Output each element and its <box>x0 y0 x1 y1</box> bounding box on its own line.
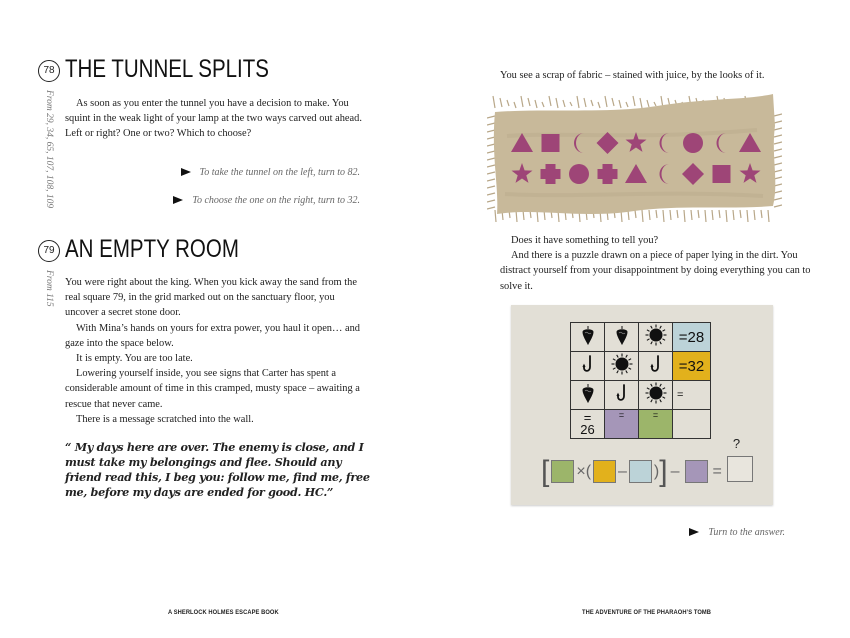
grid-cell-col1-total: = 26 <box>571 410 605 439</box>
grid-row <box>571 410 711 439</box>
arrow-icon <box>173 196 183 204</box>
open-paren: ( <box>585 462 592 480</box>
grid-cell <box>571 352 605 381</box>
paragraph: Does it have something to tell you? <box>511 235 659 246</box>
paragraph: Lowering yourself inside, you see signs that Carter has spent a considerable amount of time in this cramped, musty space – awaiting a rescue that never came. <box>65 368 360 410</box>
fabric-intro <box>500 68 820 83</box>
grid-cell-empty <box>673 410 711 439</box>
puzzle-intro <box>500 233 820 294</box>
grid-cell <box>605 323 639 352</box>
section-79-body <box>65 275 365 427</box>
yellow-box <box>593 460 616 483</box>
grid-cell <box>605 381 639 410</box>
paragraph: As soon as you enter the tunnel you have a decision to make. You squint in the weak light of your lamp at the two ways carved out ahead. Left or right? One or two? Which to choose? <box>65 98 362 140</box>
section-number-79: 79 <box>38 240 60 262</box>
grid-row <box>571 323 711 352</box>
grid-row <box>571 381 711 410</box>
paragraph: You were right about the king. When you kick away the sand from the real square 79, in the grid marked out on the sanctuary floor, you uncover a secret stone door. <box>65 277 357 319</box>
right-footer: THE ADVENTURE OF THE PHARAOH’S TOMB <box>582 609 712 616</box>
grid-cell-col3-total: = <box>639 410 673 439</box>
paragraph: With Mina’s hands on yours for extra power, you haul it open… and gaze into the space below. <box>65 322 360 349</box>
section-78-from-references: From 29, 34, 65, 107, 108, 109 <box>44 90 54 209</box>
choice-left-tunnel[interactable] <box>181 167 360 178</box>
hook-icon <box>649 361 663 378</box>
purple-box <box>685 460 708 483</box>
square-symbol <box>713 165 731 183</box>
minus-sign: – <box>618 462 627 480</box>
open-bracket: [ <box>541 454 550 488</box>
choice-turn-to-answer[interactable] <box>689 527 785 538</box>
grid-cell-col2-total: = <box>605 410 639 439</box>
spinning-top-icon <box>580 390 596 407</box>
blue-box <box>629 460 652 483</box>
grid-row <box>571 352 711 381</box>
puzzle-grid <box>570 322 711 439</box>
sun-icon <box>645 333 667 350</box>
arrow-icon <box>181 168 191 176</box>
grid-cell <box>639 323 673 352</box>
hook-icon <box>615 390 629 407</box>
grid-cell-row1-total: =28 <box>673 323 711 352</box>
grid-cell <box>571 323 605 352</box>
green-box <box>551 460 574 483</box>
grid-cell <box>639 352 673 381</box>
hook-icon <box>581 361 595 378</box>
equals-sign: = <box>712 462 722 480</box>
circle-symbol <box>569 164 589 184</box>
answer-box <box>727 456 753 482</box>
grid-cell <box>605 352 639 381</box>
spinning-top-icon <box>614 332 630 349</box>
arrow-icon <box>689 528 699 536</box>
section-79-from-references: From 115 <box>44 270 54 307</box>
paragraph: There is a message scratched into the wall. <box>76 413 254 425</box>
choice-text: To take the tunnel on the left, turn to 82. <box>199 167 360 178</box>
puzzle-equation <box>541 436 755 488</box>
grid-cell-row3-total: = <box>673 381 711 410</box>
choice-text: To choose the one on the right, turn to 32. <box>192 195 360 206</box>
grid-cell <box>639 381 673 410</box>
paragraph: You see a scrap of fabric – stained with juice, by the looks of it. <box>500 70 765 81</box>
spinning-top-icon <box>580 332 596 349</box>
sun-icon <box>611 362 633 379</box>
right-page <box>425 0 850 638</box>
puzzle-paper <box>511 305 773 505</box>
question-mark: ? <box>732 436 741 451</box>
left-footer: A SHERLOCK HOLMES ESCAPE BOOK <box>168 609 279 616</box>
circle-symbol <box>683 133 703 153</box>
square-symbol <box>542 134 560 152</box>
grid-cell-row2-total: =32 <box>673 352 711 381</box>
paragraph: And there is a puzzle drawn on a piece of paper lying in the dirt. You distract yourself from your disappointment by doing everything you can to solve it. <box>500 250 811 292</box>
close-bracket: ] <box>659 454 668 488</box>
section-title-79: AN EMPTY ROOM <box>65 235 239 263</box>
answer-box-wrapper <box>725 436 755 487</box>
minus-sign: – <box>670 462 680 480</box>
fabric-scrap-illustration <box>487 86 782 226</box>
section-78-body <box>65 96 365 142</box>
section-title-78: THE TUNNEL SPLITS <box>65 55 269 83</box>
sun-icon <box>645 391 667 408</box>
choice-text: Turn to the answer. <box>708 527 785 538</box>
close-paren: ) <box>653 462 660 480</box>
grid-cell <box>571 381 605 410</box>
choice-right-tunnel[interactable] <box>173 195 360 206</box>
times-sign: × <box>576 462 586 480</box>
paragraph: It is empty. You are too late. <box>76 353 193 365</box>
section-number-78: 78 <box>38 60 60 82</box>
wall-message-quote: “ My days here are over. The enemy is close, and I must take my belongings and flee. Should any friend read this, I beg you: follow me, find me, free me, before my days are ended for good. HC.” <box>65 440 370 499</box>
